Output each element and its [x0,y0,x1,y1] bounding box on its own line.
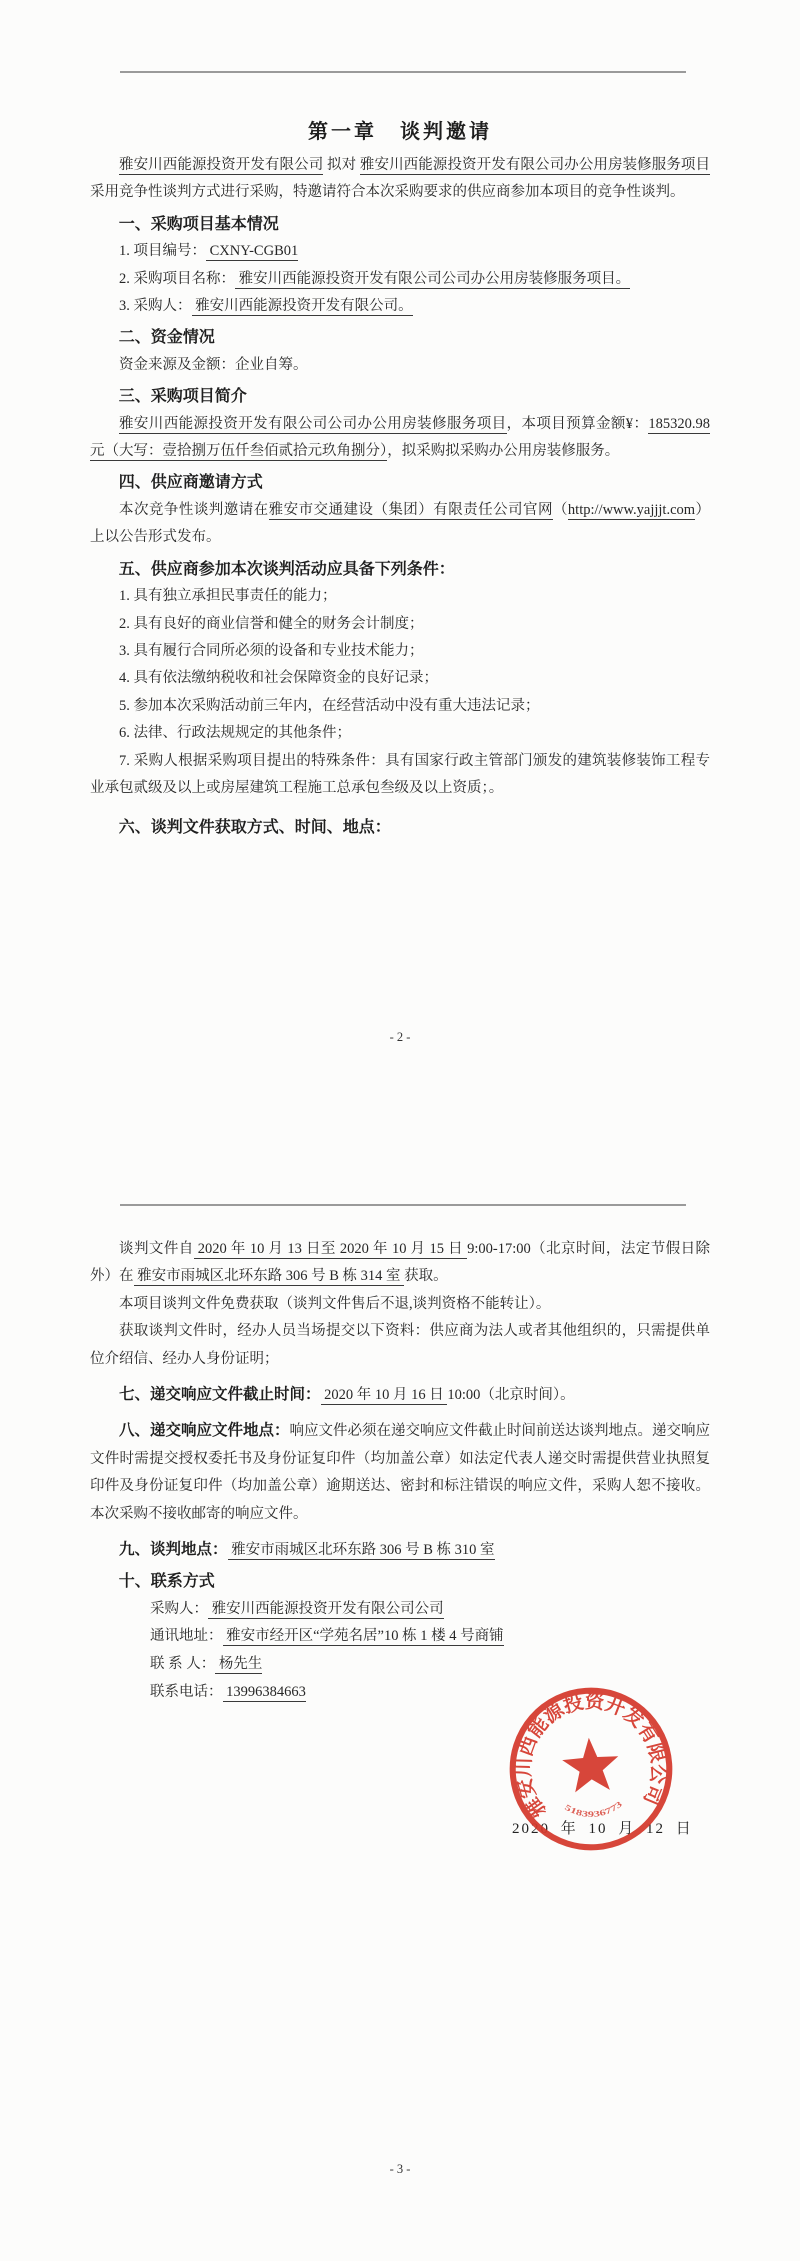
section-8-paragraph: 八、递交响应文件地点：响应文件必须在递交响应文件截止时间前送达谈判地点。递交响应文件时需提交授权委托书及身份证复印件（均加盖公章）如法定代表人递交时需提供营业执照复印件及身份证复印件（均加盖公章）逾期送达、密封和标注错误的响应文件，采购人恕不接收。本次采购不接收邮寄的响应文件。 [90,1422,711,1522]
required-materials-paragraph: 获取谈判文件时，经办人员当场提交以下资料：供应商为法人或者其他组织的，只需提供单位介绍信、经办人身份证明； [90,1323,710,1367]
project-name-line: 2. 采购项目名称： 雅安川西能源投资开发有限公司公司办公用房装修服务项目。 [119,270,631,287]
brief-project-name: 雅安川西能源投资开发有限公司公司办公用房装修服务项目 [119,415,507,432]
condition-6: 6. 法律、行政法规规定的其他条件； [119,725,351,742]
deadline-date: 2020 年 10 月 16 日 [320,1387,448,1404]
section-9-heading: 九、谈判地点： [119,1541,228,1559]
obtain-address: 雅安市雨城区北环东路 306 号 B 栋 314 室 [133,1268,405,1285]
contact-purchaser-row: 采购人： 雅安川西能源投资开发有限公司公司 [150,1600,444,1617]
condition-1: 1. 具有独立承担民事责任的能力； [119,588,337,605]
document-obtain-paragraph: 谈判文件自 2020 年 10 月 13 日至 2020 年 10 月 15 日 9:00-17:00（北京时间，法定节假日除外）在 雅安市雨城区北环东路 306 号 B 栋 314 室 获取。 [90,1241,711,1285]
purchaser-line: 3. 采购人： 雅安川西能源投资开发有限公司。 [119,298,413,315]
negotiation-address: 雅安市雨城区北环东路 306 号 B 栋 310 室 [227,1542,495,1559]
free-document-paragraph: 本项目谈判文件免费获取（谈判文件售后不退,谈判资格不能转让）。 [119,1295,551,1312]
publish-site-name: 雅安市交通建设（集团）有限责任公司官网 [268,501,553,518]
section-3-heading: 三、采购项目简介 [118,388,247,406]
condition-3: 3. 具有履行合同所必须的设备和专业技术能力； [119,642,424,659]
contact-person-value: 杨先生 [215,1656,263,1673]
signature-date: 2020 年 10 月 12 日 [512,1821,693,1837]
buyer-name-underlined: 雅安川西能源投资开发有限公司 [119,157,324,173]
condition-4: 4. 具有依法缴纳税收和社会保障资金的良好记录； [119,670,438,687]
obtain-dates: 2020 年 10 月 13 日至 2020 年 10 月 15 日 [193,1241,468,1257]
seal-company-text: 雅安川西能源投资开发有限公司 [512,1690,670,1822]
company-seal [504,1682,678,1856]
contact-address-value: 雅安市经开区“学苑名居”10 栋 1 楼 4 号商铺 [222,1628,504,1645]
section-5-heading: 五、供应商参加本次谈判活动应具备下列条件： [118,560,455,578]
page-2 [0,1206,800,1706]
section-4-heading: 四、供应商邀请方式 [118,474,263,492]
purchaser-value: 雅安川西能源投资开发有限公司。 [191,298,413,315]
project-name-underlined: 雅安川西能源投资开发有限公司办公用房装修服务项目 [359,157,711,173]
page-1 [0,72,800,842]
budget-amount: 185320.98 元（大写：壹拾捌万伍仟叁佰贰拾元玖角捌分） [90,415,710,460]
seal-code-text: 5183936773 [563,1800,623,1819]
project-code-line: 1. 项目编号： CXNY-CGB01 [119,243,299,260]
project-name-value: 雅安川西能源投资开发有限公司公司办公用房装修服务项目。 [235,270,631,287]
funds-line: 资金来源及金额：企业自筹。 [119,356,308,373]
contact-phone-row: 联系电话： 13996384663 [150,1683,306,1700]
chapter-title: 第一章 谈判邀请 [308,121,492,143]
section-8-heading: 八、递交响应文件地点： [119,1422,290,1440]
invitation-method-paragraph: 本次竞争性谈判邀请在雅安市交通建设（集团）有限责任公司官网（http://www.yajjjt.com）上以公告形式发布。 [90,501,711,546]
intro-paragraph: 雅安川西能源投资开发有限公司 拟对 雅安川西能源投资开发有限公司办公用房装修服务项目 采用竞争性谈判方式进行采购，特邀请符合本次采购要求的供应商参加本项目的竞争性谈判。 [90,157,711,201]
section-7-line: 七、递交响应文件截止时间： 2020 年 10 月 16 日 10:00（北京时间）。 [119,1386,575,1404]
section-6-heading: 六、谈判文件获取方式、时间、地点： [118,819,391,837]
seal-star-icon [561,1736,621,1793]
contact-phone-value: 13996384663 [222,1683,306,1700]
section-7-heading: 七、递交响应文件截止时间： [119,1386,321,1404]
condition-2: 2. 具有良好的商业信誉和健全的财务会计制度； [119,615,424,632]
contact-address-row: 通讯地址： 雅安市经开区“学苑名居”10 栋 1 楼 4 号商铺 [150,1628,504,1645]
project-code-value: CXNY-CGB01 [206,243,299,260]
condition-5: 5. 参加本次采购活动前三年内，在经营活动中没有重大违法记录； [119,697,540,714]
contact-person-row: 联 系 人： 杨先生 [150,1656,263,1673]
page-number-3: - 3 - [389,2162,411,2176]
publish-site-url: http://www.yajjjt.com [567,501,696,518]
condition-7: 7. 采购人根据采购项目提出的特殊条件：具有国家行政主管部门颁发的建筑装修装饰工程专业承包贰级及以上或房屋建筑工程施工总承包叁级及以上资质；。 [90,752,710,796]
section-10-heading: 十、联系方式 [118,1573,215,1591]
project-brief-paragraph: 雅安川西能源投资开发有限公司公司办公用房装修服务项目，本项目预算金额¥：185320.98 元（大写：壹拾捌万伍仟叁佰贰拾元玖角捌分），拟采购拟采购办公用房装修服务。 [90,415,710,460]
section-9-line [90,1536,710,1564]
section-2-heading: 二、资金情况 [118,329,215,347]
contact-purchaser-value: 雅安川西能源投资开发有限公司公司 [208,1600,444,1617]
section-1-heading: 一、采购项目基本情况 [118,215,279,233]
page-number-2: - 2 - [389,1030,411,1044]
